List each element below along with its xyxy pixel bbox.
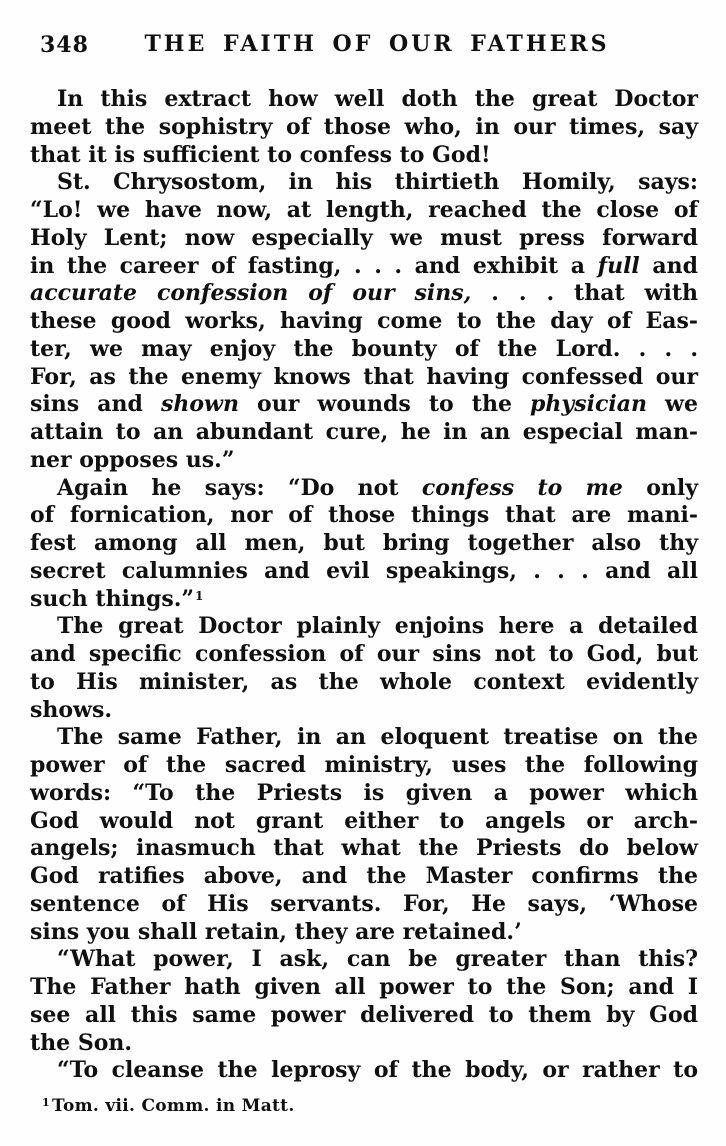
text-line: [30, 280, 698, 308]
text-line: [30, 86, 698, 114]
text-segment: we: [646, 391, 698, 418]
text-segment: secret calumnies and evil speakings, . . . and all: [30, 557, 698, 584]
text-line: [30, 391, 698, 419]
text-segment: For, as the enemy knows that having confessed our: [30, 363, 698, 390]
text-segment: such things.”: [30, 585, 195, 612]
text-segment: St. Chrysostom, in his thirtieth Homily, says:: [57, 169, 698, 196]
text-line: [30, 780, 698, 808]
text-line: [30, 1057, 698, 1085]
text-block: [30, 86, 698, 1085]
text-segment: God ratifies above, and the Master confirms the: [30, 863, 698, 889]
italic-text: physician: [530, 391, 647, 418]
paragraph-3: [30, 475, 698, 614]
text-line: [30, 974, 698, 1002]
text-line: [30, 752, 698, 780]
text-line: [30, 586, 698, 614]
page-number: 348: [40, 32, 89, 58]
text-segment: words: “To the Priests is given a power which: [30, 779, 698, 806]
text-segment: “To cleanse the leprosy of the body, or rather to: [57, 1057, 698, 1084]
text-segment: that it is sufficient to confess to God!: [30, 141, 491, 168]
text-segment: Again he says: “Do not: [57, 474, 422, 501]
text-segment: fest among all men, but bring together also thy: [30, 530, 698, 556]
text-segment: meet the sophistry of those who, in our times, say: [30, 113, 698, 140]
text-segment: The same Father, in an eloquent treatise on the: [57, 724, 698, 751]
text-segment: shows.: [30, 696, 113, 723]
footnote-text: Tom. vii. Comm. in Matt.: [51, 1096, 295, 1116]
text-segment: God would not grant either to angels or arch-: [30, 807, 698, 834]
text-line: [30, 364, 698, 392]
text-segment: in the career of fasting, . . . and exhibit a: [30, 252, 598, 279]
text-segment: and specific confession of our sins not to God, but: [30, 641, 698, 667]
footnote-marker: 1: [42, 1096, 50, 1109]
page-header: [30, 31, 698, 61]
text-line: [30, 919, 698, 947]
text-line: [30, 946, 698, 974]
text-line: [30, 808, 698, 836]
paragraph-4: [30, 613, 698, 724]
text-line: [30, 253, 698, 281]
text-segment: Holy Lent; now especially we must press forward: [30, 224, 698, 251]
text-line: [30, 669, 698, 697]
footnote-reference: 1: [195, 588, 204, 603]
text-segment: see all this same power delivered to them by God: [30, 1001, 698, 1028]
italic-text: shown: [160, 391, 239, 418]
text-line: [30, 724, 698, 752]
text-line: [30, 225, 698, 253]
text-line: [30, 530, 698, 558]
text-segment: our wounds to the: [238, 391, 531, 418]
text-segment: attain to an abundant cure, he in an especial man-: [30, 419, 698, 445]
text-segment: and: [639, 252, 698, 279]
paragraph-7: [30, 1057, 698, 1085]
text-line: [30, 891, 698, 919]
italic-text: accurate confession of our sins,: [30, 280, 472, 307]
text-segment: ter, we may enjoy the bounty of the Lord. . . .: [30, 335, 698, 362]
text-line: [30, 419, 698, 447]
text-segment: ner opposes us.”: [30, 446, 235, 473]
text-segment: sins and: [30, 391, 161, 418]
footnote: [42, 1096, 295, 1116]
text-line: [30, 613, 698, 641]
text-segment: sins you shall retain, they are retained.’: [30, 918, 522, 945]
text-line: [30, 197, 698, 225]
text-line: [30, 1030, 698, 1058]
italic-text: full: [597, 252, 640, 279]
text-segment: The great Doctor plainly enjoins here a detailed: [57, 613, 698, 640]
paragraph-5: [30, 724, 698, 946]
text-segment: of fornication, nor of those things that are mani-: [30, 502, 698, 529]
text-segment: power of the sacred ministry, uses the following: [30, 752, 698, 778]
text-segment: the Son.: [30, 1029, 133, 1056]
text-line: [30, 169, 698, 197]
text-line: [30, 308, 698, 336]
text-line: [30, 863, 698, 891]
text-segment: these good works, having come to the day of Eas-: [30, 308, 698, 334]
text-line: [30, 114, 698, 142]
text-line: [30, 142, 698, 170]
text-segment: In this extract how well doth the great Doctor: [57, 86, 698, 112]
text-line: [30, 1002, 698, 1030]
text-segment: “Lo! we have now, at length, reached the close of: [30, 197, 698, 223]
paragraph-6: [30, 946, 698, 1057]
text-segment: sentence of His servants. For, He says, ‘Whose: [30, 890, 698, 917]
running-title: THE FAITH OF OUR FATHERS: [144, 31, 610, 57]
text-line: [30, 475, 698, 503]
italic-text: confess to me: [421, 474, 623, 501]
text-line: [30, 558, 698, 586]
text-segment: angels; inasmuch that what the Priests do below: [30, 835, 698, 862]
text-line: [30, 697, 698, 725]
paragraph-2: [30, 169, 698, 474]
text-line: [30, 641, 698, 669]
text-segment: only: [622, 474, 699, 501]
text-segment: to His minister, as the whole context evidently: [30, 668, 698, 695]
text-line: [30, 835, 698, 863]
text-line: [30, 336, 698, 364]
text-segment: The Father hath given all power to the Son; and I: [30, 974, 698, 1000]
text-segment: . . . that with: [471, 280, 699, 307]
text-line: [30, 447, 698, 475]
paragraph-1: [30, 86, 698, 169]
text-line: [30, 502, 698, 530]
text-segment: “What power, I ask, can be greater than this?: [57, 946, 698, 973]
